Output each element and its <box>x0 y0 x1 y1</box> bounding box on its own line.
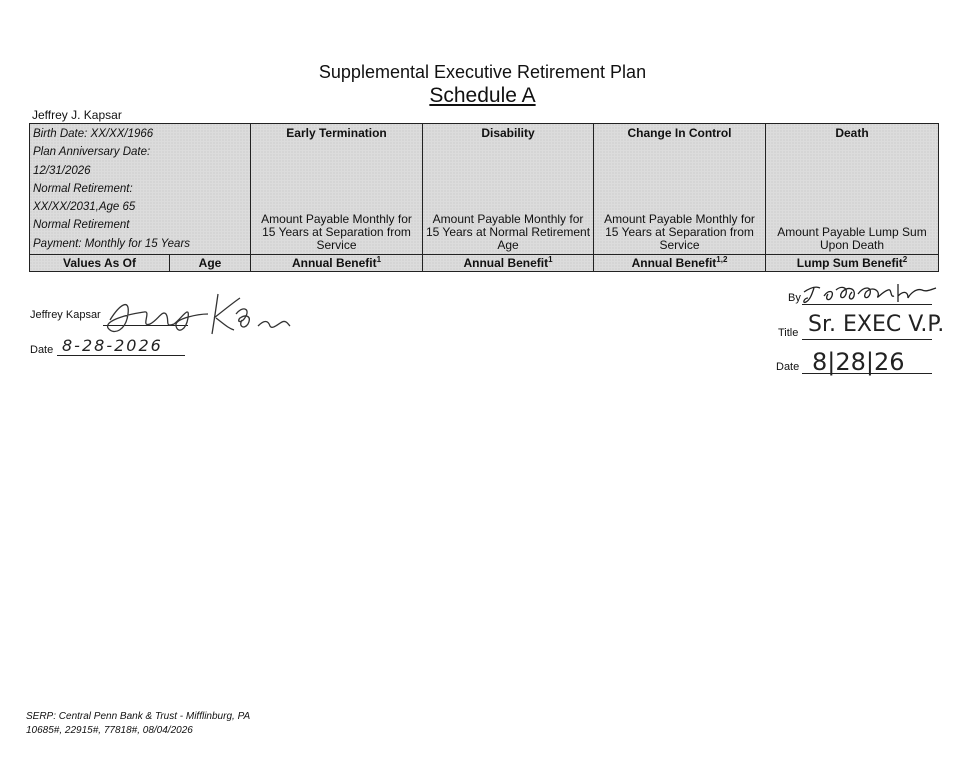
anniversary-date-line: 12/31/2026 <box>33 164 91 177</box>
payment-label-line: Normal Retirement <box>33 219 130 232</box>
column-heading: Disability <box>481 126 535 140</box>
benefit-label: Annual Benefit <box>463 256 549 271</box>
early-termination-header <box>251 124 423 255</box>
participant-info-cell <box>30 124 251 255</box>
age-header: Age <box>170 255 251 272</box>
anniversary-label-line: Plan Anniversary Date: <box>33 146 151 159</box>
benefit-label: Annual Benefit <box>291 256 377 271</box>
document-footer <box>26 710 250 738</box>
footer-line-reference: 10685#, 22915#, 77818#, 08/04/2026 <box>26 725 193 736</box>
officer-date-value: 8|28|26 <box>812 348 905 376</box>
benefit-label-cell <box>594 255 766 272</box>
footnote-marker: 1,2 <box>716 255 728 265</box>
officer-date-label: Date <box>776 361 800 373</box>
values-as-of-header: Values As Of <box>30 255 170 272</box>
birth-date-line: Birth Date: XX/XX/1966 <box>33 128 154 140</box>
benefit-label: Annual Benefit <box>631 256 717 271</box>
document-title: Supplemental Executive Retirement Plan <box>318 62 647 82</box>
disability-header <box>423 124 594 255</box>
participant-date-line <box>57 355 185 356</box>
by-label: By <box>788 292 801 304</box>
participant-signature-label: Jeffrey Kapsar <box>30 309 101 321</box>
benefit-label-cell <box>423 255 594 272</box>
participant-signature-image <box>100 284 300 344</box>
change-in-control-header <box>594 124 766 255</box>
participant-date-label: Date <box>30 344 54 356</box>
footnote-marker: 2 <box>902 255 908 265</box>
column-description: Amount Payable Lump Sum Upon Death <box>777 225 927 253</box>
schedule-heading: Schedule A <box>429 84 536 107</box>
column-heading: Early Termination <box>286 126 387 140</box>
benefit-label-cell <box>766 255 939 272</box>
column-description: Amount Payable Monthly for 15 Years at Normal Retirement Age <box>425 212 591 253</box>
footer-line-bank: SERP: Central Penn Bank & Trust - Mifflinburg, PA <box>26 711 251 722</box>
column-heading: Change In Control <box>627 126 732 140</box>
normal-retirement-date-line: XX/XX/2031,Age 65 <box>33 201 136 214</box>
death-header <box>766 124 939 255</box>
participant-name: Jeffrey J. Kapsar <box>32 108 122 122</box>
title-label: Title <box>778 327 799 339</box>
column-heading: Death <box>835 126 869 140</box>
footnote-marker: 1 <box>548 255 553 265</box>
payment-term-line: Payment: Monthly for 15 Years <box>33 237 191 250</box>
benefit-schedule-table <box>29 123 939 272</box>
column-description: Amount Payable Monthly for 15 Years at Separation from Service <box>604 212 755 253</box>
benefit-label-cell <box>251 255 423 272</box>
normal-retirement-label-line: Normal Retirement: <box>33 182 133 195</box>
footnote-marker: 1 <box>376 255 382 265</box>
officer-signature-image <box>802 280 942 306</box>
title-line <box>802 339 932 340</box>
column-description: Amount Payable Monthly for 15 Years at Separation from Service <box>261 212 412 253</box>
title-value: Sr. EXEC V.P. <box>808 312 945 337</box>
participant-date-value: 8-28-2026 <box>62 336 163 355</box>
benefit-label: Lump Sum Benefit <box>796 256 903 271</box>
